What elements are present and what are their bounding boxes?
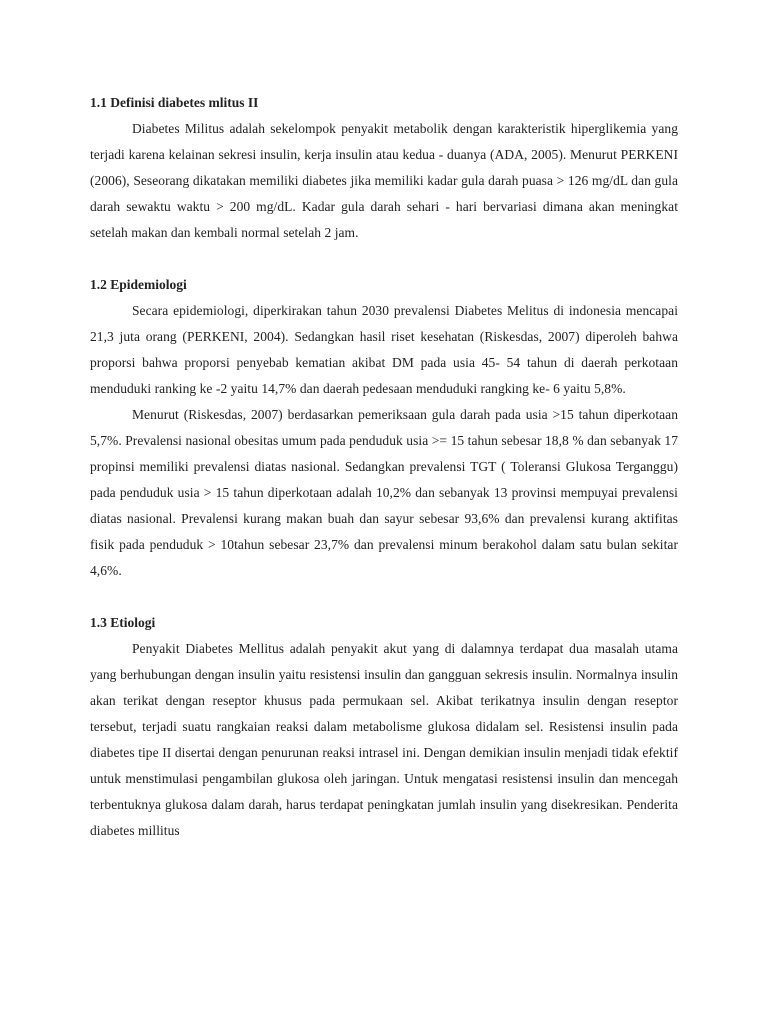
paragraph: Diabetes Militus adalah sekelompok penyakit metabolik dengan karakteristik hiperglikemia yang terjadi karena kelainan sekresi insulin, kerja insulin atau kedua - duanya (ADA, 2005). Menurut PERKENI (2006), Seseorang dikatakan memiliki diabetes jika memiliki kadar gula darah puasa > 126 mg/dL dan gula darah sewaktu waktu > 200 mg/dL. Kadar gula darah sehari - hari bervariasi dimana akan meningkat setelah makan dan kembali normal setelah 2 jam.: [90, 121, 678, 240]
section-definisi: [90, 90, 678, 246]
paragraph: Menurut (Riskesdas, 2007) berdasarkan pemeriksaan gula darah pada usia >15 tahun diperkotaan 5,7%. Prevalensi nasional obesitas umum pada penduduk usia >= 15 tahun sebesar 18,8 % dan sebanyak 17 propinsi memiliki prevalensi diatas nasional. Sedangkan prevalensi TGT ( Toleransi Glukosa Terganggu) pada penduduk usia > 15 tahun diperkotaan adalah 10,2% dan sebanyak 13 provinsi mempuyai prevalensi diatas nasional. Prevalensi kurang makan buah dan sayur sebesar 93,6% dan prevalensi kurang aktifitas fisik pada penduduk > 10tahun sebesar 23,7% dan prevalensi minum berakohol dalam satu bulan sekitar 4,6%.: [90, 407, 678, 578]
paragraph: Secara epidemiologi, diperkirakan tahun 2030 prevalensi Diabetes Melitus di indonesia mencapai 21,3 juta orang (PERKENI, 2004). Sedangkan hasil riset kesehatan (Riskesdas, 2007) diperoleh bahwa proporsi bahwa proporsi penyebab kematian akibat DM pada usia 45- 54 tahun di daerah perkotaan menduduki ranking ke -2 yaitu 14,7% dan daerah pedesaan menduduki rangking ke- 6 yaitu 5,8%.: [90, 303, 678, 396]
section-heading: 1.1 Definisi diabetes mlitus II: [90, 95, 259, 110]
section-etiologi: [90, 610, 678, 844]
paragraph: Penyakit Diabetes Mellitus adalah penyakit akut yang di dalamnya terdapat dua masalah utama yang berhubungan dengan insulin yaitu resistensi insulin dan gangguan sekresis insulin. Normalnya insulin akan terikat dengan reseptor khusus pada permukaan sel. Akibat terikatnya insulin dengan reseptor tersebut, terjadi suatu rangkaian reaksi dalam metabolisme glukosa didalam sel. Resistensi insulin pada diabetes tipe II disertai dengan penurunan reaksi intrasel ini. Dengan demikian insulin menjadi tidak efektif untuk menstimulasi pengambilan glukosa oleh jaringan. Untuk mengatasi resistensi insulin dan mencegah terbentuknya glukosa dalam darah, harus terdapat peningkatan jumlah insulin yang disekresikan. Penderita diabetes millitus: [90, 641, 678, 838]
section-epidemiologi: [90, 272, 678, 584]
section-heading: 1.2 Epidemiologi: [90, 277, 187, 292]
section-heading: 1.3 Etiologi: [90, 615, 156, 630]
